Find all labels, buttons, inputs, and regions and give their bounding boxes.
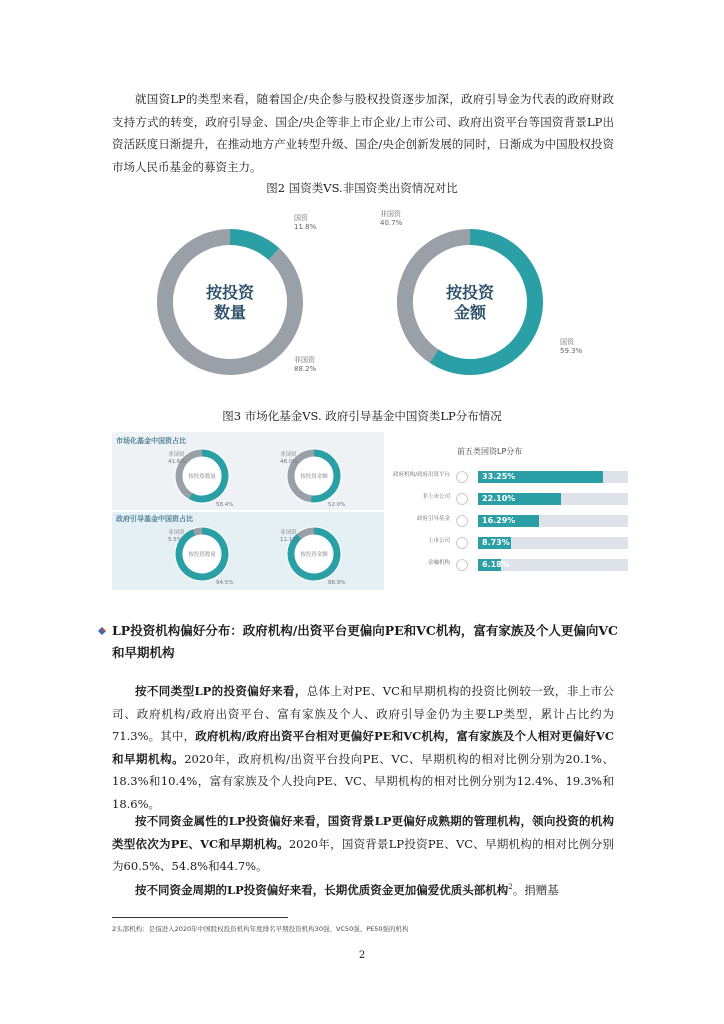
category-icon xyxy=(456,515,468,527)
mini-donut-state-value: 58.4% xyxy=(216,502,234,508)
page-number: 2 xyxy=(358,950,366,961)
mini-donut-center: 按投资金额 xyxy=(300,552,328,558)
mini-donut-other-label: 非国资 xyxy=(280,530,297,536)
donut-slice-state xyxy=(434,237,535,367)
slice-label-nonstate: 非国资 xyxy=(294,356,315,364)
slice-value-nonstate: 40.7% xyxy=(380,219,403,227)
bar-label: 上市公司 xyxy=(427,538,450,544)
mini-donut-state-value: 88.9% xyxy=(328,580,346,586)
paragraph-capital-period xyxy=(112,876,614,901)
category-icon xyxy=(456,493,468,505)
bar-label: 政府引导基金 xyxy=(416,516,450,522)
paragraph-capital-attribute-body: 2020年，国资背景LP投资PE、VC、早期机构的相对比例分别为60.5%、54.8%和44.7%。 xyxy=(112,836,614,873)
paragraph-capital-period-body: 。捐赠基 xyxy=(512,882,559,897)
donut-center-line1: 按投资 xyxy=(445,283,495,302)
paragraph-lp-type-emphasis: 政府机构/政府出资平台相对更偏好PE和VC机构，富有家族及个人相对更偏好VC和早期机构。 xyxy=(112,729,614,766)
bullet-heading xyxy=(112,620,622,664)
figure3-donuts-svg xyxy=(112,432,384,590)
bar-value: 8.73% xyxy=(482,538,510,547)
slice-label-nonstate: 非国资 xyxy=(380,210,401,218)
footnote-ref: 2 xyxy=(508,883,513,891)
mini-donut-4 xyxy=(280,527,345,587)
mini-donut-3 xyxy=(168,527,233,587)
bar-track xyxy=(478,493,628,505)
donut-2 xyxy=(380,210,583,367)
paragraph-lp-type-body-b: 2020年，政府机构/出资平台投向PE、VC、早期机构的相对比例分别为20.1%、18.3%和10.4%，富有家族及个人投向PE、VC、早期机构的相对比例分别为12.4%、19.3%和18.6%。 xyxy=(112,751,614,811)
figure3-caption: 图3 市场化基金VS. 政府引导基金中国资类LP分布情况 xyxy=(222,409,502,423)
panel-guided-title: 政府引导基金中国资占比 xyxy=(116,515,193,523)
mini-donut-1 xyxy=(168,449,233,509)
category-icon xyxy=(456,537,468,549)
bar-value: 33.25% xyxy=(482,472,516,481)
bar-label: 金融机构 xyxy=(427,560,450,566)
mini-donut-other-value: 5.5% xyxy=(168,537,182,543)
mini-donut-state-value: 52.0% xyxy=(328,502,346,508)
mini-donut-center: 按投资数量 xyxy=(188,552,216,558)
intro-paragraph: 就国资LP的类型来看，随着国企/央企参与股权投资逐步加深，政府引导金为代表的政府财政支持方式的转变，政府引导金、国企/央企等非上市企业/上市公司、政府出资平台等国资背景LP出资活跃度日渐提升，在推动地方产业转型升级、国企/央企创新发展的同时，日渐成为中国股权投资市场人民币基金的募资主力。 xyxy=(112,92,614,174)
bar-row xyxy=(390,470,640,484)
mini-donut-center: 按投资数量 xyxy=(188,474,216,480)
figure2-chart xyxy=(140,210,600,390)
bar-label: 非上市公司 xyxy=(422,494,450,500)
donut-1 xyxy=(165,213,317,373)
donut-slice-nonstate xyxy=(165,237,295,367)
mini-donut-other-value: 41.6% xyxy=(168,459,186,465)
bar-value: 22.10% xyxy=(482,494,516,503)
paragraph-lp-type xyxy=(112,680,614,815)
mini-donut-other-label: 非国资 xyxy=(168,530,185,536)
diamond-bullet-icon xyxy=(98,627,106,635)
donut-center-line2: 金额 xyxy=(453,303,487,322)
bar-chart xyxy=(390,470,620,600)
donut-center-line2: 数量 xyxy=(213,303,247,322)
bar-label: 政府机构/政府出资平台 xyxy=(393,472,450,478)
bar-track xyxy=(478,515,628,527)
footnote: 2头部机构：是指进入2020年中国股权投资机构年度排名早期投资机构30强、VC50强、PE50强的机构 xyxy=(112,925,409,933)
figure3-chart xyxy=(112,432,612,590)
category-icon xyxy=(456,559,468,571)
bar-track xyxy=(478,559,628,571)
bar-track xyxy=(478,537,628,549)
paragraph-lp-type-lead: 按不同类型LP的投资偏好来看， xyxy=(135,684,307,698)
bar-value: 6.18% xyxy=(482,560,510,569)
paragraph-capital-attribute-lead: 按不同资金属性的LP投资偏好来看，国资背景LP更偏好成熟期的管理机构，领向投资的机构类型依次为PE、VC和早期机构。 xyxy=(112,814,614,851)
paragraph-capital-attribute xyxy=(112,810,614,878)
donut-center-line1: 按投资 xyxy=(205,283,255,302)
mini-donut-slice-nonstate xyxy=(194,531,202,532)
donut-slice-state xyxy=(230,237,274,254)
bar-value: 16.29% xyxy=(482,516,516,525)
bar-track xyxy=(478,471,628,483)
bar-row xyxy=(390,492,640,506)
mini-donut-other-label: 非国资 xyxy=(168,452,185,458)
mini-donut-center: 按投资金额 xyxy=(300,474,328,480)
slice-value-nonstate: 88.2% xyxy=(294,365,317,373)
mini-donut-other-value: 11.1% xyxy=(280,537,298,543)
mini-donut-other-label: 非国资 xyxy=(280,452,297,458)
bar-row xyxy=(390,536,640,550)
panel-market-title: 市场化基金中国资占比 xyxy=(116,437,186,445)
bar-row xyxy=(390,558,640,572)
slice-label-state: 国资 xyxy=(294,214,308,222)
footnote-rule xyxy=(112,917,288,918)
mini-donut-other-value: 48.0% xyxy=(280,459,298,465)
paragraph-capital-period-lead: 按不同资金周期的LP投资偏好来看，长期优质资金更加偏爱优质头部机构 xyxy=(135,882,509,897)
figure2-caption: 图2 国资类VS.非国资类出资情况对比 xyxy=(266,181,458,195)
paragraph-lp-type-body-a: 总体上对PE、VC和早期机构的投资比例较一致，非上市公司、政府机构/政府出资平台、富有家族及个人、政府引导金仍为主要LP类型，累计占比约为71.3%。其中， xyxy=(112,684,615,743)
slice-label-state: 国资 xyxy=(560,338,574,346)
slice-value-state: 59.3% xyxy=(560,347,583,355)
category-icon xyxy=(456,471,468,483)
bullet-heading-text: LP投资机构偏好分布：政府机构/出资平台更偏向PE和VC机构，富有家族及个人更偏向VC和早期机构 xyxy=(112,623,618,660)
bar-row xyxy=(390,514,640,528)
mini-donut-state-value: 94.5% xyxy=(216,580,234,586)
mini-donut-2 xyxy=(280,449,345,509)
bar-chart-title: 前五类国资LP分布 xyxy=(457,447,523,456)
slice-value-state: 11.8% xyxy=(294,223,317,231)
figure2-svg xyxy=(140,210,600,390)
